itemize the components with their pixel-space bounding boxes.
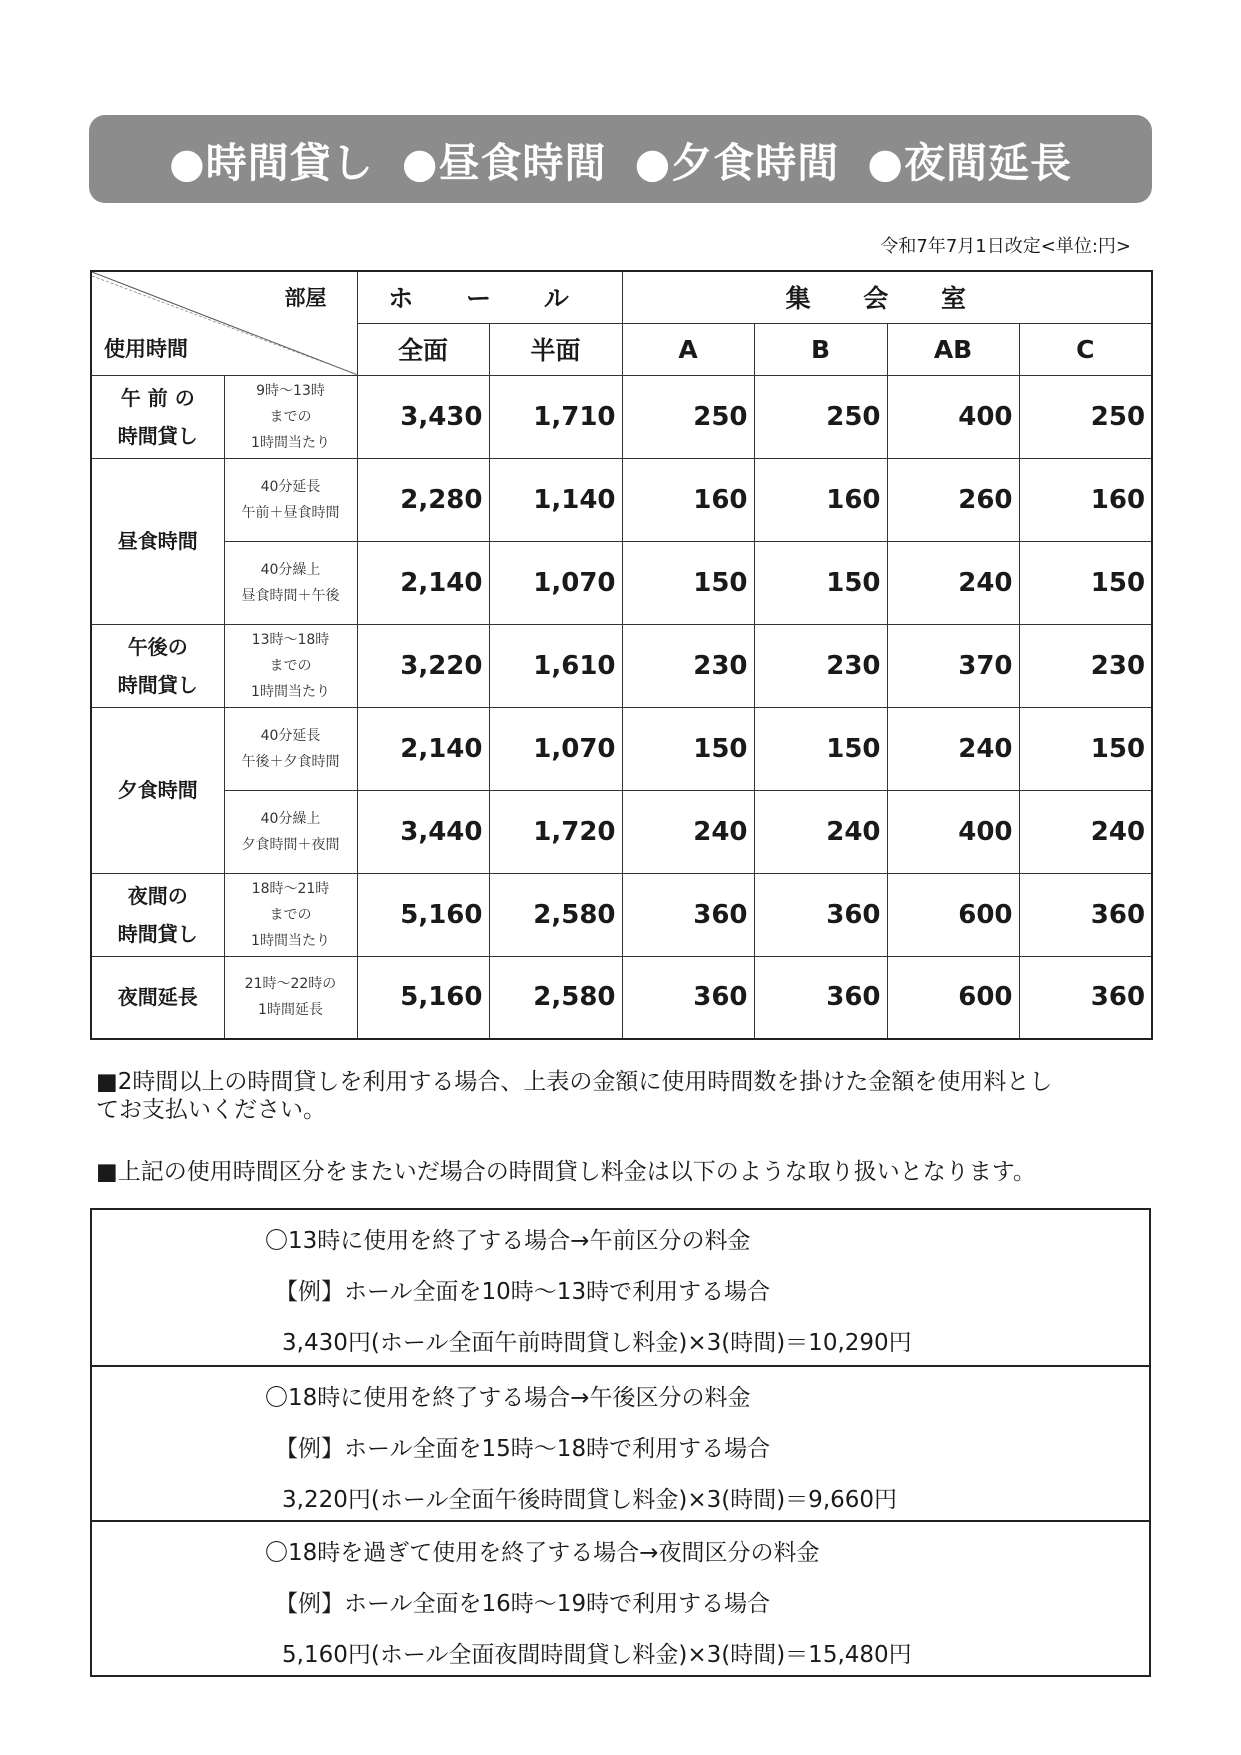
- row-note: 40分延長 午後＋夕食時間: [224, 707, 357, 790]
- banner-item-night-extension: ●夜間延長: [867, 138, 1073, 187]
- value-cell: 150: [622, 541, 754, 624]
- table-row: [91, 375, 1152, 458]
- table-row: [91, 873, 1152, 956]
- row-note: 9時～13時 までの 1時間当たり: [224, 375, 357, 458]
- row-note: 13時～18時 までの 1時間当たり: [224, 624, 357, 707]
- revision-note: 令和7年7月1日改定<単位:円>: [880, 236, 1131, 257]
- example-calc: 3,430円(ホール全面午前時間貸し料金)×3(時間)＝10,290円: [282, 1330, 912, 1356]
- example-case: 【例】ホール全面を16時～19時で利用する場合: [275, 1591, 771, 1617]
- value-cell: 250: [622, 375, 754, 458]
- value-cell: 2,280: [357, 458, 489, 541]
- value-cell: 1,720: [489, 790, 622, 873]
- value-cell: 1,070: [489, 541, 622, 624]
- corner-time-label: 使用時間: [104, 336, 188, 361]
- value-cell: 240: [887, 541, 1019, 624]
- table-row: [91, 458, 1152, 541]
- row-note: 40分繰上 昼食時間＋午後: [224, 541, 357, 624]
- value-cell: 360: [1019, 956, 1152, 1039]
- value-cell: 2,140: [357, 541, 489, 624]
- value-cell: 360: [754, 956, 887, 1039]
- value-cell: 3,220: [357, 624, 489, 707]
- value-cell: 360: [1019, 873, 1152, 956]
- value-cell: 240: [754, 790, 887, 873]
- example-case: 【例】ホール全面を15時～18時で利用する場合: [275, 1436, 771, 1462]
- table-row: [91, 624, 1152, 707]
- row-category: 昼食時間: [91, 458, 224, 624]
- value-cell: 250: [1019, 375, 1152, 458]
- table-row: [91, 707, 1152, 790]
- value-cell: 600: [887, 873, 1019, 956]
- example-block-afternoon: [92, 1365, 1149, 1520]
- value-cell: 250: [754, 375, 887, 458]
- value-cell: 600: [887, 956, 1019, 1039]
- fee-table: [90, 270, 1153, 1040]
- corner-room-label: 部屋: [284, 286, 327, 310]
- value-cell: 1,070: [489, 707, 622, 790]
- value-cell: 150: [622, 707, 754, 790]
- table-row: [91, 790, 1152, 873]
- value-cell: 230: [1019, 624, 1152, 707]
- col-header-half: 半面: [489, 323, 622, 375]
- example-rule: 〇13時に使用を終了する場合→午前区分の料金: [265, 1228, 751, 1254]
- value-cell: 150: [754, 707, 887, 790]
- example-calc: 5,160円(ホール全面夜間時間貸し料金)×3(時間)＝15,480円: [282, 1642, 912, 1668]
- value-cell: 400: [887, 375, 1019, 458]
- value-cell: 240: [1019, 790, 1152, 873]
- value-cell: 150: [754, 541, 887, 624]
- value-cell: 360: [622, 956, 754, 1039]
- boundary-note-paragraph: ■上記の使用時間区分をまたいだ場合の時間貸し料金は以下のような取り扱いとなります。: [96, 1159, 1036, 1185]
- value-cell: 5,160: [357, 873, 489, 956]
- value-cell: 150: [1019, 541, 1152, 624]
- value-cell: 160: [1019, 458, 1152, 541]
- table-row: [91, 956, 1152, 1039]
- value-cell: 5,160: [357, 956, 489, 1039]
- value-cell: 260: [887, 458, 1019, 541]
- value-cell: 360: [622, 873, 754, 956]
- title-banner: [89, 115, 1152, 203]
- usage-note-line-2: てお支払いください。: [96, 1097, 326, 1123]
- value-cell: 2,580: [489, 956, 622, 1039]
- value-cell: 400: [887, 790, 1019, 873]
- value-cell: 2,140: [357, 707, 489, 790]
- col-header-c: C: [1019, 323, 1152, 375]
- value-cell: 230: [622, 624, 754, 707]
- examples-box: [90, 1208, 1151, 1677]
- usage-note-line-1: ■2時間以上の時間貸しを利用する場合、上表の金額に使用時間数を掛けた金額を使用料とし: [96, 1069, 1053, 1095]
- value-cell: 240: [887, 707, 1019, 790]
- row-note: 40分繰上 夕食時間＋夜間: [224, 790, 357, 873]
- col-header-full: 全面: [357, 323, 489, 375]
- example-rule: 〇18時を過ぎて使用を終了する場合→夜間区分の料金: [265, 1540, 820, 1566]
- example-case: 【例】ホール全面を10時～13時で利用する場合: [275, 1279, 771, 1305]
- value-cell: 1,610: [489, 624, 622, 707]
- value-cell: 150: [1019, 707, 1152, 790]
- row-note: 21時～22時の 1時間延長: [224, 956, 357, 1039]
- example-calc: 3,220円(ホール全面午後時間貸し料金)×3(時間)＝9,660円: [282, 1487, 898, 1513]
- col-header-ab: AB: [887, 323, 1019, 375]
- row-category: 午 前 の 時間貸し: [91, 375, 224, 458]
- col-header-b: B: [754, 323, 887, 375]
- value-cell: 2,580: [489, 873, 622, 956]
- banner-item-hourly: ●時間貸し: [168, 138, 374, 187]
- row-note: 18時～21時 までの 1時間当たり: [224, 873, 357, 956]
- value-cell: 160: [622, 458, 754, 541]
- col-header-a: A: [622, 323, 754, 375]
- value-cell: 360: [754, 873, 887, 956]
- table-corner-header: [91, 271, 357, 375]
- value-cell: 3,440: [357, 790, 489, 873]
- example-block-night: [92, 1520, 1149, 1675]
- row-category: 夕食時間: [91, 707, 224, 873]
- value-cell: 240: [622, 790, 754, 873]
- row-note: 40分延長 午前＋昼食時間: [224, 458, 357, 541]
- value-cell: 230: [754, 624, 887, 707]
- banner-item-dinner: ●夕食時間: [634, 138, 840, 187]
- table-row: [91, 541, 1152, 624]
- value-cell: 3,430: [357, 375, 489, 458]
- value-cell: 1,140: [489, 458, 622, 541]
- row-category: 午後の 時間貸し: [91, 624, 224, 707]
- group-header-meeting-room: 集 会 室: [622, 271, 1152, 323]
- value-cell: 160: [754, 458, 887, 541]
- value-cell: 1,710: [489, 375, 622, 458]
- banner-item-lunch: ●昼食時間: [401, 138, 607, 187]
- example-rule: 〇18時に使用を終了する場合→午後区分の料金: [265, 1385, 751, 1411]
- example-block-morning: [92, 1210, 1149, 1365]
- group-header-hall: ホ ー ル: [357, 271, 622, 323]
- row-category: 夜間の 時間貸し: [91, 873, 224, 956]
- value-cell: 370: [887, 624, 1019, 707]
- usage-note-paragraph: [96, 1068, 1156, 1124]
- row-category: 夜間延長: [91, 956, 224, 1039]
